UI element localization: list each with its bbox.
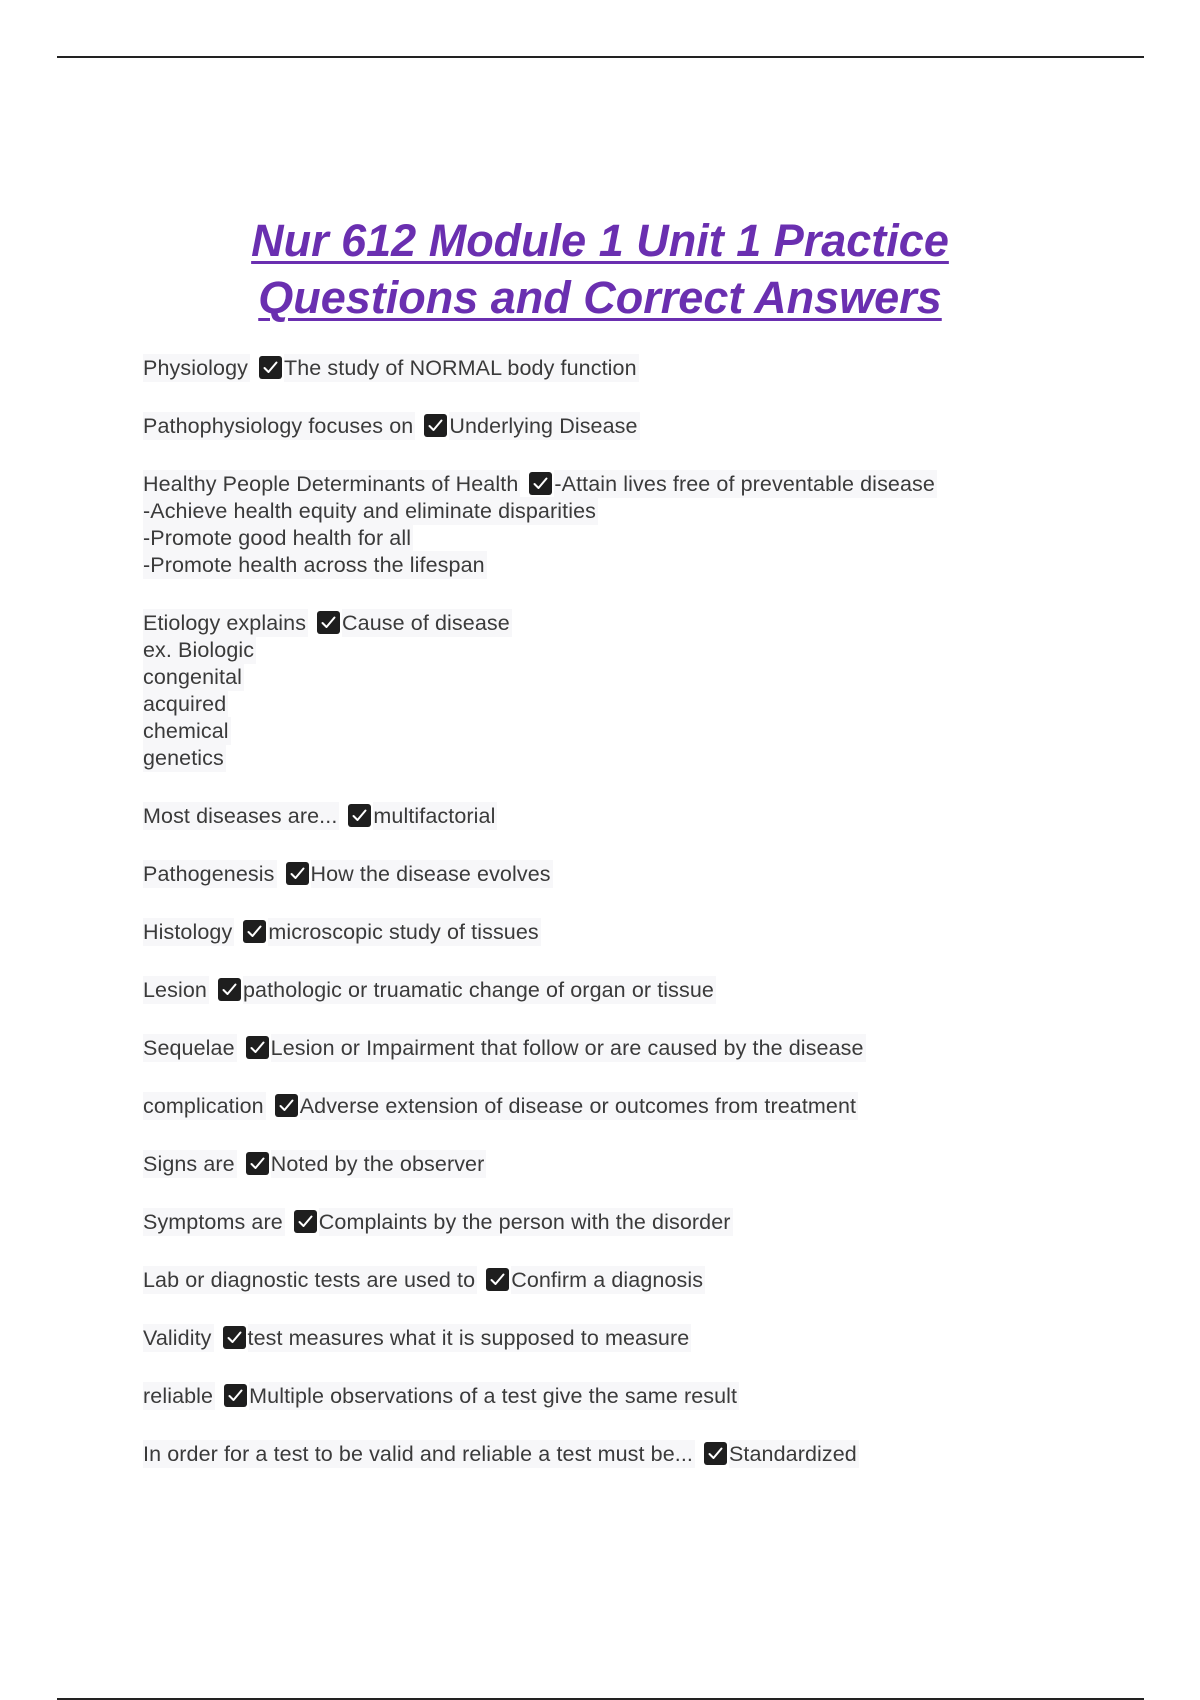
qa-answer: -Attain lives free of preventable disease <box>554 472 935 496</box>
qa-first-line <box>143 1441 1143 1468</box>
qa-answer-continuation <box>143 664 1143 691</box>
qa-item <box>143 1035 1143 1062</box>
qa-answer-line: -Promote health across the lifespan <box>143 553 485 577</box>
qa-first-line <box>143 861 1143 888</box>
qa-answer-line: genetics <box>143 746 224 770</box>
qa-answer-line: chemical <box>143 719 229 743</box>
qa-item <box>143 1209 1143 1236</box>
qa-first-line <box>143 919 1143 946</box>
qa-answer-line: congenital <box>143 665 243 689</box>
qa-term: Pathogenesis <box>143 862 275 886</box>
check-box-icon <box>223 1326 246 1349</box>
qa-list <box>143 355 1143 1499</box>
check-box-icon <box>704 1442 727 1465</box>
title-line-1: Nur 612 Module 1 Unit 1 Practice <box>251 215 949 266</box>
qa-first-line <box>143 977 1143 1004</box>
qa-first-line <box>143 1093 1143 1120</box>
qa-term: Validity <box>143 1326 212 1350</box>
checkmark-glyph <box>532 475 549 492</box>
qa-term: Physiology <box>143 356 248 380</box>
check-box-icon <box>317 611 340 634</box>
qa-first-line <box>143 803 1143 830</box>
checkmark-glyph <box>262 359 279 376</box>
check-box-icon <box>529 472 552 495</box>
qa-term: Etiology explains <box>143 611 307 635</box>
check-box-icon <box>424 414 447 437</box>
qa-answer-continuation <box>143 745 1143 772</box>
qa-first-line <box>143 355 1143 382</box>
qa-answer: Cause of disease <box>342 611 510 635</box>
qa-first-line <box>143 1267 1143 1294</box>
qa-answer: pathologic or truamatic change of organ or tissue <box>242 978 714 1002</box>
checkmark-glyph <box>249 1039 266 1056</box>
qa-term: Lab or diagnostic tests are used to <box>143 1268 476 1292</box>
qa-term: Pathophysiology focuses on <box>143 414 414 438</box>
qa-item <box>143 1383 1143 1410</box>
qa-answer: The study of NORMAL body function <box>283 356 637 380</box>
qa-item <box>143 1441 1143 1468</box>
qa-term: complication <box>143 1094 264 1118</box>
checkmark-glyph <box>707 1445 724 1462</box>
qa-first-line <box>143 1209 1143 1236</box>
qa-item <box>143 1325 1143 1352</box>
qa-answer: Noted by the observer <box>270 1152 485 1176</box>
qa-answer: Confirm a diagnosis <box>511 1268 704 1292</box>
qa-answer-continuation <box>143 637 1143 664</box>
qa-first-line <box>143 1325 1143 1352</box>
qa-answer: Underlying Disease <box>449 414 638 438</box>
qa-term: Most diseases are... <box>143 804 338 828</box>
qa-term: Signs are <box>143 1152 235 1176</box>
checkmark-glyph <box>351 807 368 824</box>
qa-answer: Complaints by the person with the disorder <box>318 1210 731 1234</box>
check-box-icon <box>246 1036 269 1059</box>
check-box-icon <box>259 356 282 379</box>
title-line-2: Questions and Correct Answers <box>258 272 942 323</box>
qa-answer-continuation <box>143 691 1143 718</box>
qa-term: Sequelae <box>143 1036 235 1060</box>
qa-item <box>143 471 1143 579</box>
qa-first-line <box>143 471 1143 498</box>
qa-answer: test measures what it is supposed to measure <box>247 1326 690 1350</box>
qa-answer: microscopic study of tissues <box>268 920 539 944</box>
check-box-icon <box>286 862 309 885</box>
check-box-icon <box>224 1384 247 1407</box>
qa-answer-continuation <box>143 498 1143 525</box>
qa-term: Symptoms are <box>143 1210 283 1234</box>
qa-term: reliable <box>143 1384 214 1408</box>
checkmark-glyph <box>278 1097 295 1114</box>
checkmark-glyph <box>427 417 444 434</box>
qa-answer: Standardized <box>728 1442 857 1466</box>
qa-item <box>143 919 1143 946</box>
qa-item <box>143 1151 1143 1178</box>
qa-item <box>143 355 1143 382</box>
page-title <box>0 212 1200 326</box>
qa-item <box>143 977 1143 1004</box>
qa-answer: Multiple observations of a test give the same result <box>249 1384 738 1408</box>
qa-answer-line: -Achieve health equity and eliminate disparities <box>143 499 596 523</box>
checkmark-glyph <box>249 1155 266 1172</box>
qa-item <box>143 1093 1143 1120</box>
qa-first-line <box>143 1383 1143 1410</box>
qa-term: Healthy People Determinants of Health <box>143 472 519 496</box>
checkmark-glyph <box>227 1387 244 1404</box>
check-box-icon <box>218 978 241 1001</box>
qa-item <box>143 610 1143 772</box>
qa-answer: Adverse extension of disease or outcomes from treatment <box>299 1094 857 1118</box>
checkmark-glyph <box>297 1213 314 1230</box>
qa-answer-line: acquired <box>143 692 227 716</box>
check-box-icon <box>246 1152 269 1175</box>
check-box-icon <box>243 920 266 943</box>
qa-term: Lesion <box>143 978 207 1002</box>
qa-answer-line: -Promote good health for all <box>143 526 412 550</box>
qa-item <box>143 803 1143 830</box>
qa-item <box>143 861 1143 888</box>
top-rule <box>57 56 1144 58</box>
qa-term: Histology <box>143 920 233 944</box>
qa-item <box>143 413 1143 440</box>
qa-first-line <box>143 1035 1143 1062</box>
qa-first-line <box>143 413 1143 440</box>
checkmark-glyph <box>226 1329 243 1346</box>
qa-first-line <box>143 1151 1143 1178</box>
qa-answer-continuation <box>143 718 1143 745</box>
qa-answer: multifactorial <box>373 804 496 828</box>
qa-answer: How the disease evolves <box>310 862 551 886</box>
qa-answer-continuation <box>143 525 1143 552</box>
qa-term: In order for a test to be valid and reliable a test must be... <box>143 1442 693 1466</box>
qa-first-line <box>143 610 1143 637</box>
qa-item <box>143 1267 1143 1294</box>
check-box-icon <box>275 1094 298 1117</box>
checkmark-glyph <box>246 923 263 940</box>
qa-answer-line: ex. Biologic <box>143 638 255 662</box>
qa-answer-continuation <box>143 552 1143 579</box>
checkmark-glyph <box>489 1271 506 1288</box>
check-box-icon <box>294 1210 317 1233</box>
qa-answer: Lesion or Impairment that follow or are caused by the disease <box>270 1036 864 1060</box>
check-box-icon <box>348 804 371 827</box>
checkmark-glyph <box>320 614 337 631</box>
check-box-icon <box>486 1268 509 1291</box>
checkmark-glyph <box>221 981 238 998</box>
checkmark-glyph <box>289 865 306 882</box>
